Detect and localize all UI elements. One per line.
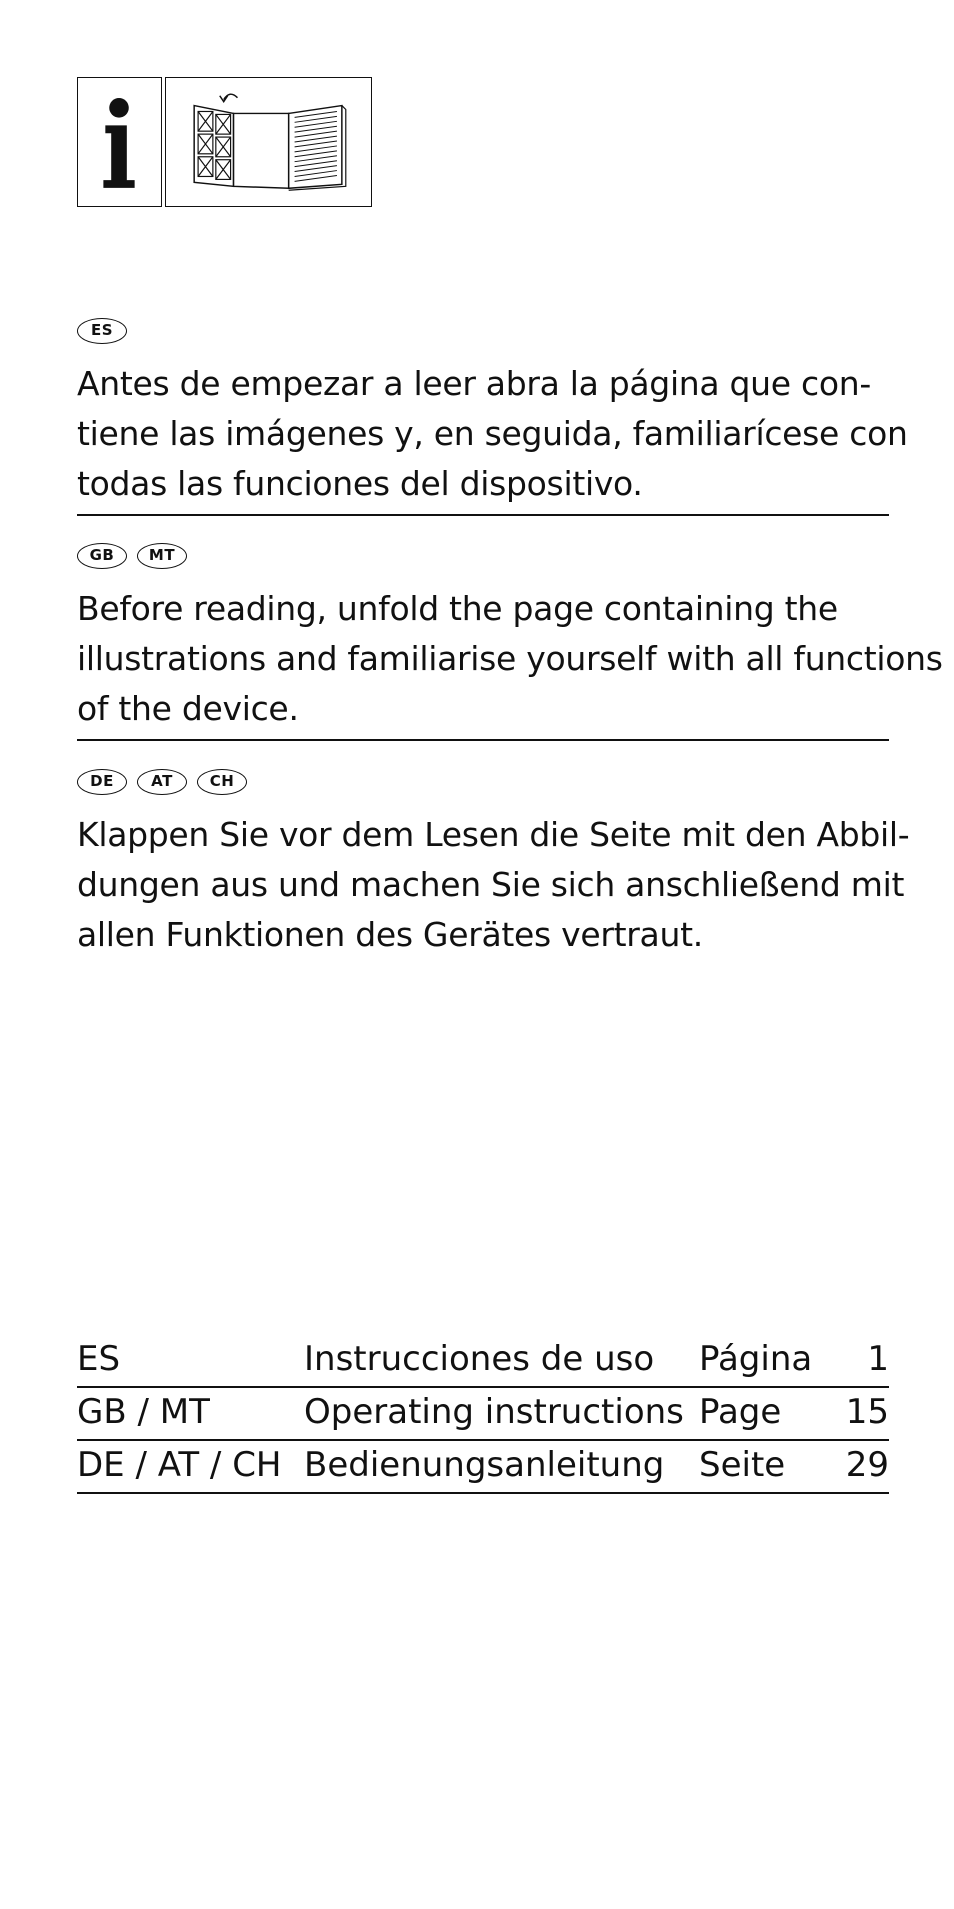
lang-badge-es: ES: [77, 318, 127, 344]
toc-lang: DE / AT / CH: [77, 1445, 282, 1485]
de-badges: [77, 769, 247, 795]
de-line-3: allen Funktionen des Gerätes vertraut.: [77, 915, 703, 954]
toc-page-label: Page: [699, 1392, 782, 1432]
toc-page-number: 1: [867, 1339, 889, 1379]
lang-badge-mt: MT: [137, 543, 187, 569]
lang-badge-de: DE: [77, 769, 127, 795]
toc-row-es: [77, 1335, 889, 1388]
divider-1: [77, 514, 889, 516]
toc-title: Instrucciones de uso: [304, 1339, 655, 1379]
divider-2: [77, 739, 889, 741]
toc-lang: GB / MT: [77, 1392, 210, 1432]
toc-page-number: 29: [845, 1445, 889, 1485]
toc-page-label: Página: [699, 1339, 813, 1379]
gb-line-2: illustrations and familiarise yourself with all functions: [77, 639, 943, 678]
es-line-3: todas las funciones del dispositivo.: [77, 464, 643, 503]
unfold-page-icon: [165, 77, 372, 207]
gb-line-1: Before reading, unfold the page containing the: [77, 589, 838, 628]
toc-page-number: 15: [845, 1392, 889, 1432]
lang-badge-at: AT: [137, 769, 187, 795]
es-line-2: tiene las imágenes y, en seguida, familiarícese con: [77, 414, 908, 453]
de-paragraph: [77, 810, 910, 960]
toc-lang: ES: [77, 1339, 121, 1379]
es-badges: [77, 318, 127, 344]
unfold-page-drawing: [166, 78, 371, 206]
info-glyph: [78, 78, 161, 206]
toc-title: Bedienungsanleitung: [304, 1445, 665, 1485]
toc-page-label: Seite: [699, 1445, 786, 1485]
gb-paragraph: [77, 584, 943, 734]
info-icon: [77, 77, 162, 207]
lang-badge-ch: CH: [197, 769, 247, 795]
es-line-1: Antes de empezar a leer abra la página que con-: [77, 364, 871, 403]
toc-title: Operating instructions: [304, 1392, 684, 1432]
lang-badge-gb: GB: [77, 543, 127, 569]
toc-row-de: [77, 1441, 889, 1494]
table-of-contents: [77, 1335, 889, 1494]
de-line-1: Klappen Sie vor dem Lesen die Seite mit den Abbil-: [77, 815, 910, 854]
gb-badges: [77, 543, 187, 569]
de-line-2: dungen aus und machen Sie sich anschließend mit: [77, 865, 905, 904]
es-paragraph: [77, 359, 908, 509]
gb-line-3: of the device.: [77, 689, 299, 728]
toc-row-gb: [77, 1388, 889, 1441]
